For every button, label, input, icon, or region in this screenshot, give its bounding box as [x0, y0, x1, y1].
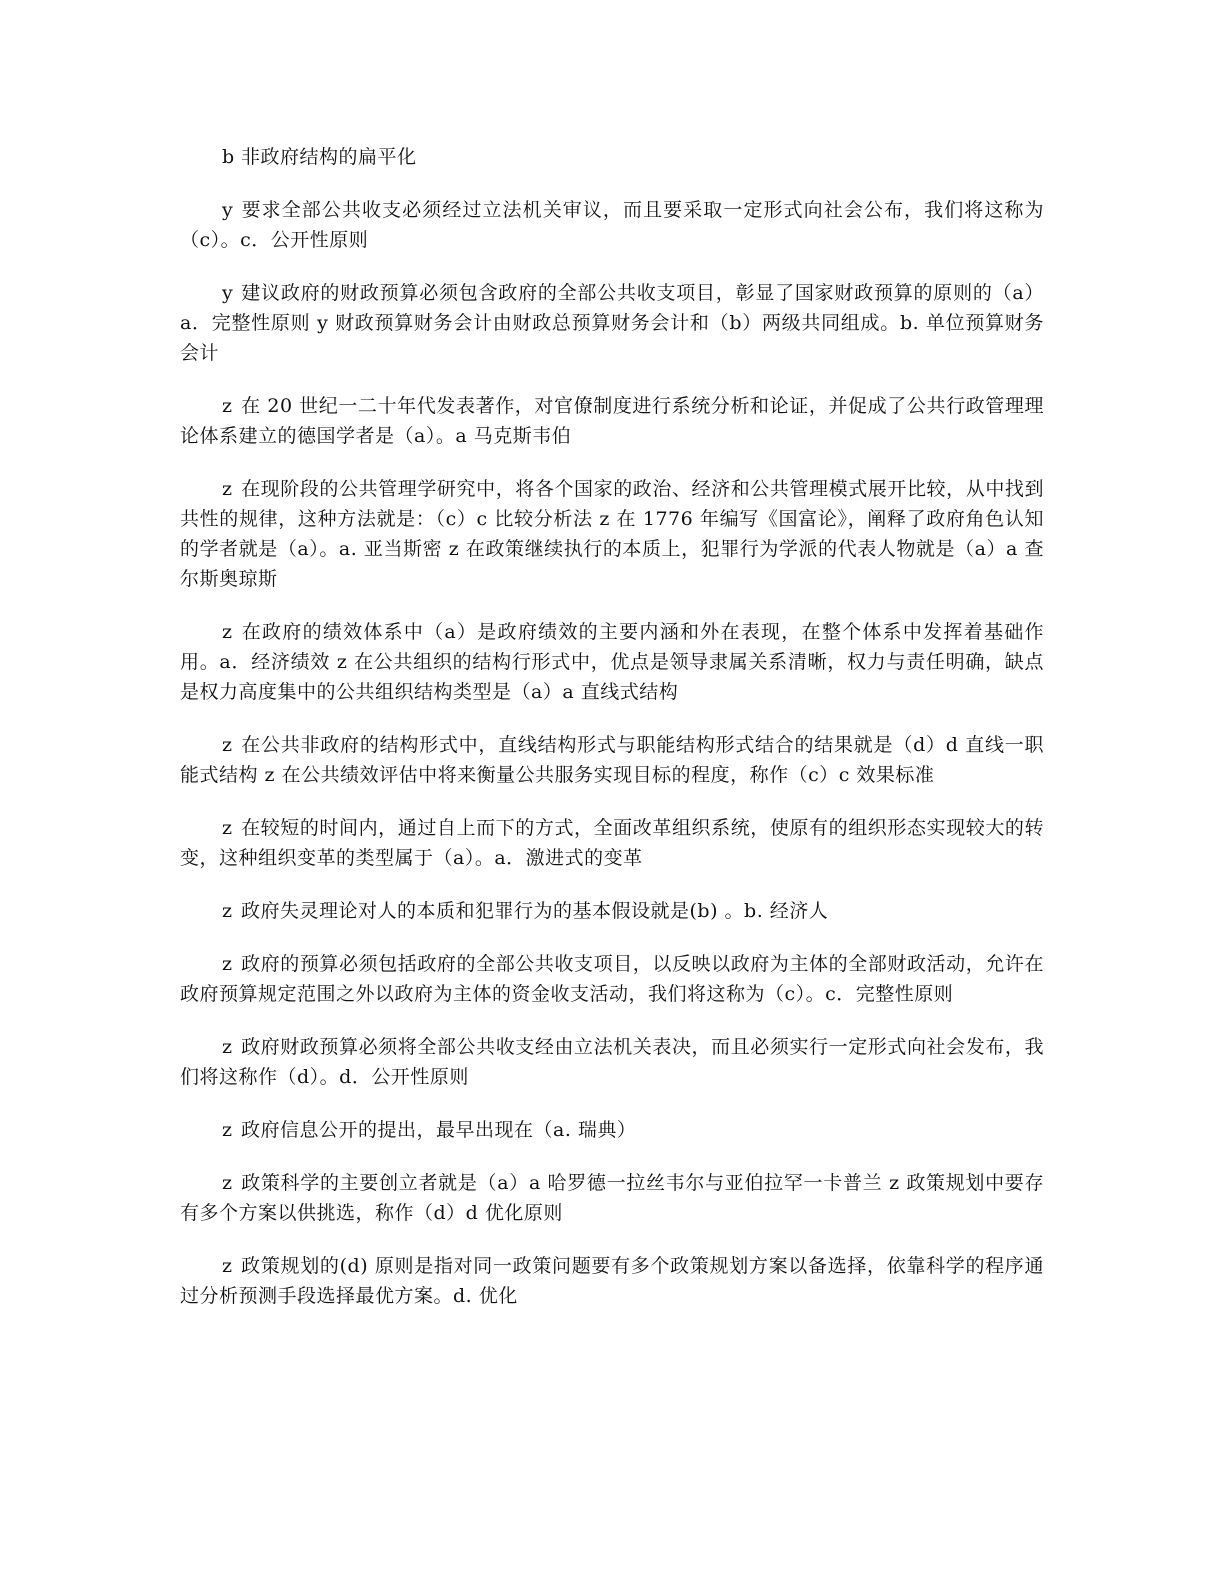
- paragraph-2: [180, 195, 1044, 255]
- paragraph-10: [180, 949, 1044, 1009]
- item-marker: z: [222, 817, 233, 839]
- item-marker: z: [222, 478, 233, 500]
- paragraph-8: [180, 813, 1044, 873]
- paragraph-text: 政策规划的(d) 原则是指对同一政策问题要有多个政策规划方案以备选择，依靠科学的程序通过分析预测手段选择最优方案。d. 优化: [180, 1255, 1044, 1307]
- paragraph-text: 在政府的绩效体系中（a）是政府绩效的主要内涵和外在表现，在整个体系中发挥着基础作用。a．经济绩效 z 在公共组织的结构行形式中，优点是领导隶属关系清晰，权力与责任明确，缺点是权力高度集中的公共组织结构类型是（a）a 直线式结构: [180, 621, 1044, 703]
- item-marker: z: [222, 734, 233, 756]
- paragraph-text: 建议政府的财政预算必须包含政府的全部公共收支项目，彰显了国家财政预算的原则的（a）a．完整性原则 y 财政预算财务会计由财政总预算财务会计和（b）两级共同组成。b. 单位预算财务会计: [180, 282, 1044, 364]
- item-marker: z: [222, 1255, 233, 1277]
- paragraph-text: 在较短的时间内，通过自上而下的方式，全面改革组织系统，使原有的组织形态实现较大的转变，这种组织变革的类型属于（a）。a．激进式的变革: [180, 817, 1044, 869]
- item-marker: z: [222, 900, 233, 922]
- paragraph-text: 政府信息公开的提出，最早出现在（a. 瑞典）: [241, 1119, 637, 1141]
- item-marker: z: [222, 953, 233, 975]
- item-marker: z: [222, 1036, 233, 1058]
- paragraph-1: [180, 142, 1044, 172]
- paragraph-text: 政府的预算必须包括政府的全部公共收支项目，以反映以政府为主体的全部财政活动，允许在政府预算规定范围之外以政府为主体的资金收支活动，我们将这称为（c）。c．完整性原则: [180, 953, 1044, 1005]
- paragraph-5: [180, 474, 1044, 594]
- paragraph-9: [180, 896, 1044, 926]
- item-marker: z: [222, 621, 233, 643]
- paragraph-text: 在现阶段的公共管理学研究中，将各个国家的政治、经济和公共管理模式展开比较，从中找到共性的规律，这种方法就是：（c）c 比较分析法 z 在 1776 年编写《国富论》，阐释了政府角色认知的学者就是（a）。a. 亚当斯密 z 在政策继续执行的本质上，犯罪行为学派的代表人物就是（a）a 查尔斯奥琼斯: [180, 478, 1044, 590]
- paragraph-text: 政府财政预算必须将全部公共收支经由立法机关表决，而且必须实行一定形式向社会发布，我们将这称作（d）。d．公开性原则: [180, 1036, 1044, 1088]
- item-marker: y: [222, 282, 234, 304]
- paragraph-text: 政策科学的主要创立者就是（a）a 哈罗德一拉丝韦尔与亚伯拉罕一卡普兰 z 政策规划中要存有多个方案以供挑选，称作（d）d 优化原则: [180, 1172, 1044, 1224]
- item-marker: z: [222, 395, 233, 417]
- paragraph-6: [180, 617, 1044, 707]
- paragraph-text: 非政府结构的扁平化: [241, 146, 417, 168]
- paragraph-text: 在 20 世纪一二十年代发表著作，对官僚制度进行系统分析和论证，并促成了公共行政管理理论体系建立的德国学者是（a）。a 马克斯韦伯: [180, 395, 1044, 447]
- item-marker: y: [222, 199, 234, 221]
- item-marker: b: [222, 146, 235, 168]
- paragraph-14: [180, 1251, 1044, 1311]
- paragraph-text: 要求全部公共收支必须经过立法机关审议，而且要采取一定形式向社会公布，我们将这称为（c）。c．公开性原则: [180, 199, 1044, 251]
- paragraph-11: [180, 1032, 1044, 1092]
- paragraph-4: [180, 391, 1044, 451]
- paragraph-3: [180, 278, 1044, 368]
- item-marker: z: [222, 1119, 233, 1141]
- paragraph-12: [180, 1115, 1044, 1145]
- item-marker: z: [222, 1172, 233, 1194]
- paragraph-text: 政府失灵理论对人的本质和犯罪行为的基本假设就是(b) 。b. 经济人: [241, 900, 829, 922]
- paragraph-13: [180, 1168, 1044, 1228]
- paragraph-text: 在公共非政府的结构形式中，直线结构形式与职能结构形式结合的结果就是（d）d 直线一职能式结构 z 在公共绩效评估中将来衡量公共服务实现目标的程度，称作（c）c 效果标准: [180, 734, 1044, 786]
- paragraph-7: [180, 730, 1044, 790]
